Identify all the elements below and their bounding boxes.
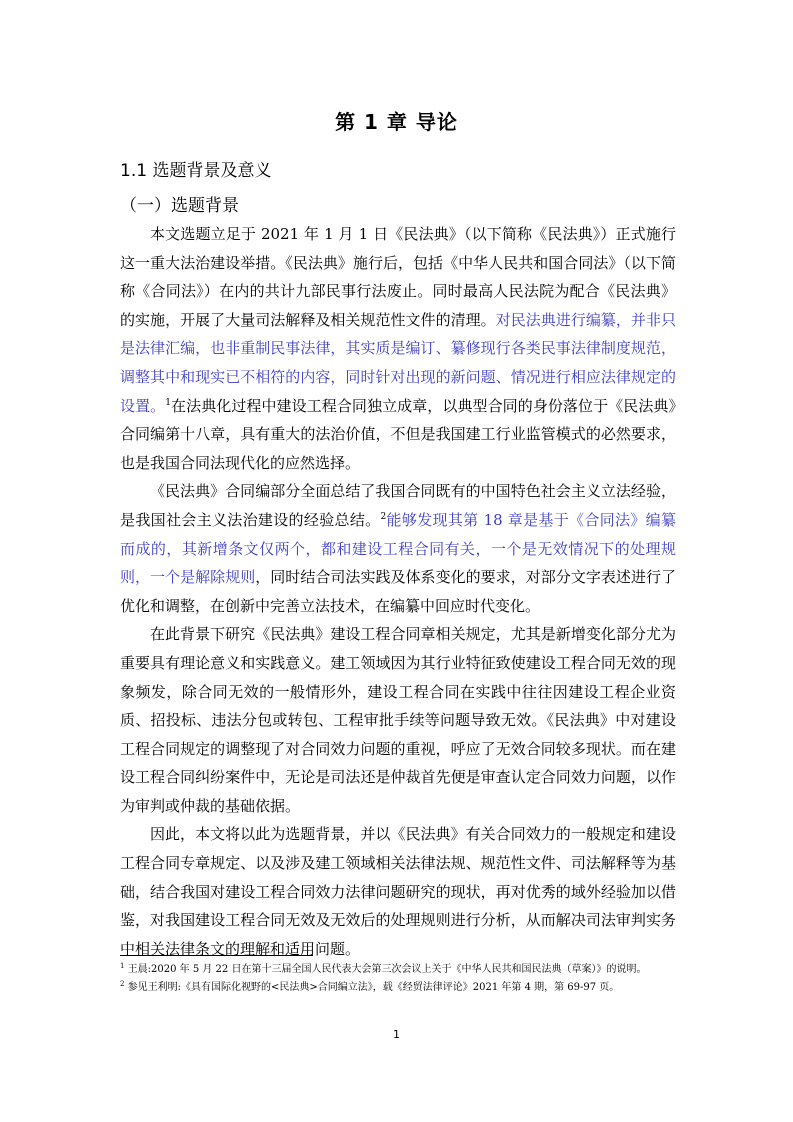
footnotes	[120, 962, 680, 998]
footnote-ref-1[interactable]: 1	[165, 397, 171, 408]
paragraph-1-text: 本文选题立足于 2021 年 1 月 1 日《民法典》（以下简称《民法典》）正式施行这一重大法治建设举措。《民法典》施行后，包括《中华人民共和国合同法》（以下简称《合同法》）在内的共计九部民事行法废止。同时最高人民法院为配合《民法典》的实施，开展了大量司法解释及相关规范性文件的清理。	[120, 225, 676, 329]
footnote-text: 王晨:2020 年 5 月 22 日在第十三届全国人民代表大会第三次会议上关于《中华人民共和国民法典（草案）》的说明。	[124, 964, 647, 975]
highlighted-text: 对民法典进行编纂，并非只是法律汇编，也非重制民事法律，其实质是编订、纂修现行各类民事法律制度规范，调整其中和现实已不相符的内容，同时针对出现的新问题、情况进行相应法律规定的设置。	[120, 310, 676, 415]
chapter-title: 第 1 章 导论	[335, 110, 458, 134]
footnote-separator	[120, 955, 313, 956]
paragraph-4: 因此，本文将以此为选题背景，并以《民法典》有关合同效力的一般规定和建设工程合同专章规定、以及涉及建工领域相关法律法规、规范性文件、司法解释等为基础，结合我国对建设工程合同效力法律问题研究的现状，再对优秀的域外经验加以借鉴，对我国建设工程合同无效及无效后的处理规则进行分析，从而解决司法审判实务中相关法律条文的理解和适用问题。	[120, 825, 676, 958]
paragraph-2-text: 《民法典》合同编部分全面总结了我国合同既有的中国特色社会主义立法经验，是我国社会主义法治建设的经验总结。	[120, 482, 676, 529]
subsection-title: （一）选题背景	[120, 196, 239, 216]
paragraph-2-text-cont: ，同时结合司法实践及体系变化的要求，对部分文字表述进行了优化和调整，在创新中完善立法技术，在编纂中回应时代变化。	[120, 568, 676, 615]
highlighted-text: 能够发现其第 18 章是基于《合同法》编纂而成的，其新增条文仅两个，都和建设工程合同有关，一个是无效情况下的处理规则，一个是解除规则	[120, 510, 676, 587]
paragraph-3: 在此背景下研究《民法典》建设工程合同章相关规定，尤其是新增变化部分尤为重要具有理论意义和实践意义。建工领域因为其行业特征致使建设工程合同无效的现象频发，除合同无效的一般情形外，建设工程合同在实践中往往因建设工程企业资质、招投标、违法分包或转包、工程审批手续等问题导致无效。《民法典》中对建设工程合同规定的调整现了对合同效力问题的重视，呼应了无效合同较多现状。而在建设工程合同纠纷案件中，无论是司法还是仲裁首先便是审查认定合同效力问题，以作为审判或仲裁的基础依据。	[120, 625, 676, 815]
footnote-2	[120, 980, 680, 995]
footnote-number: 1	[120, 962, 125, 970]
paragraph-1-text-cont: 在法典化过程中建设工程合同独立成章，以典型合同的身份落位于《民法典》合同编第十八章，具有重大的法治价值，不但是我国建工行业监管模式的必然要求，也是我国合同法现代化的应然选择。	[120, 396, 676, 472]
footnote-ref-2[interactable]: 2	[380, 511, 387, 522]
paragraph-2	[120, 477, 676, 620]
page-number: 1	[393, 1028, 400, 1041]
footnote-text: 参见王利明:《具有国际化视野的<民法典>合同编立法》，载《经贸法律评论》2021 年第 4 期，第 69-97 页。	[124, 982, 620, 993]
paragraph-1	[120, 220, 676, 477]
footnote-number: 2	[120, 980, 125, 988]
section-title: 1.1 选题背景及意义	[120, 161, 272, 181]
body-text	[120, 220, 676, 963]
footnote-1	[120, 962, 680, 977]
